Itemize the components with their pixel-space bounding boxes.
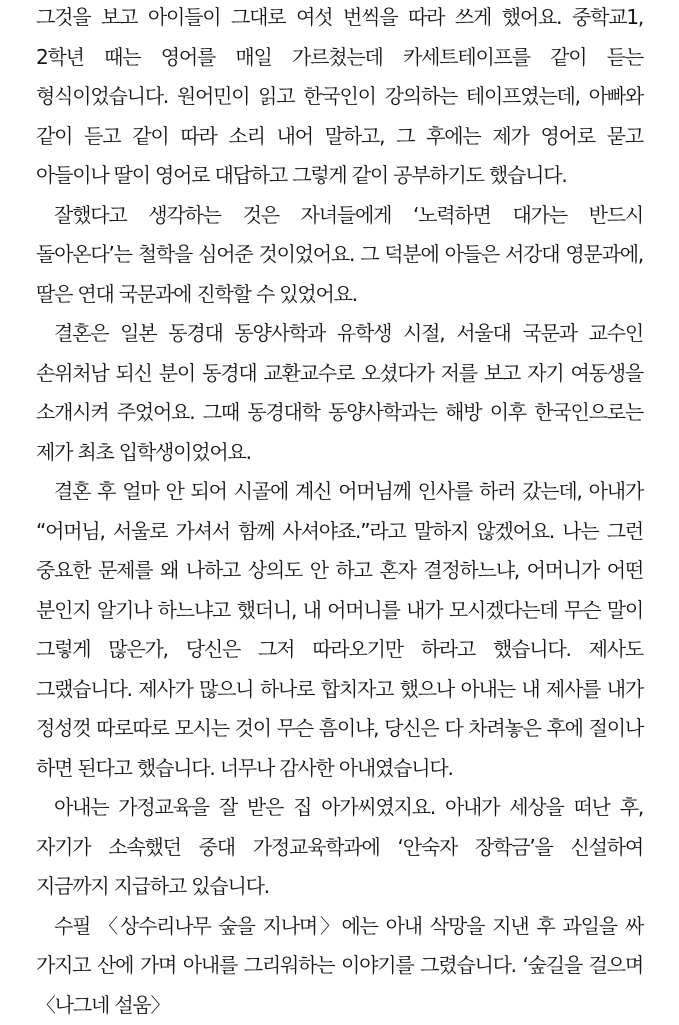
paragraph-3: 결혼은 일본 동경대 동양사학과 유학생 시절, 서울대 국문과 교수인 손위처남 되신 분이 동경대 교환교수로 오셨다가 저를 보고 자기 여동생을 소개시켜 주었어요. 그때 동경대학 동양사학과는 해방 이후 한국인으로는 제가 최초 입학생이었어요.: [36, 314, 643, 472]
document-page: [36, 0, 643, 983]
paragraph-1: 그것을 보고 아이들이 그대로 여섯 번씩을 따라 쓰게 했어요. 중학교1, 2학년 때는 영어를 매일 가르쳤는데 카세트테이프를 같이 듣는 형식이었습니다. 원어민이 읽고 한국인이 강의하는 테이프였는데, 아빠와 같이 듣고 같이 따라 소리 내어 말하고, 그 후에는 제가 영어로 묻고 아들이나 딸이 영어로 대답하고 그렇게 같이 공부하기도 했습니다.: [36, 0, 643, 196]
paragraph-6: 수필 〈상수리나무 숲을 지나며〉에는 아내 삭망을 지낸 후 과일을 싸 가지고 산에 가며 아내를 그리워하는 이야기를 그렸습니다. ‘숲길을 걸으며 〈나그네 설움〉: [36, 907, 643, 1025]
paragraph-4: 결혼 후 얼마 안 되어 시골에 계신 어머님께 인사를 하러 갔는데, 아내가 “어머님, 서울로 가셔서 함께 사셔야죠.”라고 말하지 않겠어요. 나는 그런 중요한 문제를 왜 나하고 상의도 안 하고 혼자 결정하느냐, 어머니가 어떤 분인지 알기나 하느냐고 했더니, 내 어머니를 내가 모시겠다는데 무슨 말이 그렇게 많은가, 당신은 그저 따라오기만 하라고 했습니다. 제사도 그랬습니다. 제사가 많으니 하나로 합치자고 했으나 아내는 내 제사를 내가 정성껏 따로따로 모시는 것이 무슨 흠이냐, 당신은 다 차려놓은 후에 절이나 하면 된다고 했습니다. 너무나 감사한 아내였습니다.: [36, 472, 643, 788]
paragraph-2: 잘했다고 생각하는 것은 자녀들에게 ‘노력하면 대가는 반드시 돌아온다’는 철학을 심어준 것이었어요. 그 덕분에 아들은 서강대 영문과에, 딸은 연대 국문과에 진학할 수 있었어요.: [36, 196, 643, 315]
paragraph-5: 아내는 가정교육을 잘 받은 집 아가씨였지요. 아내가 세상을 떠난 후, 자기가 소속했던 중대 가정교육학과에 ‘안숙자 장학금’을 신설하여 지금까지 지급하고 있습니다.: [36, 788, 643, 907]
